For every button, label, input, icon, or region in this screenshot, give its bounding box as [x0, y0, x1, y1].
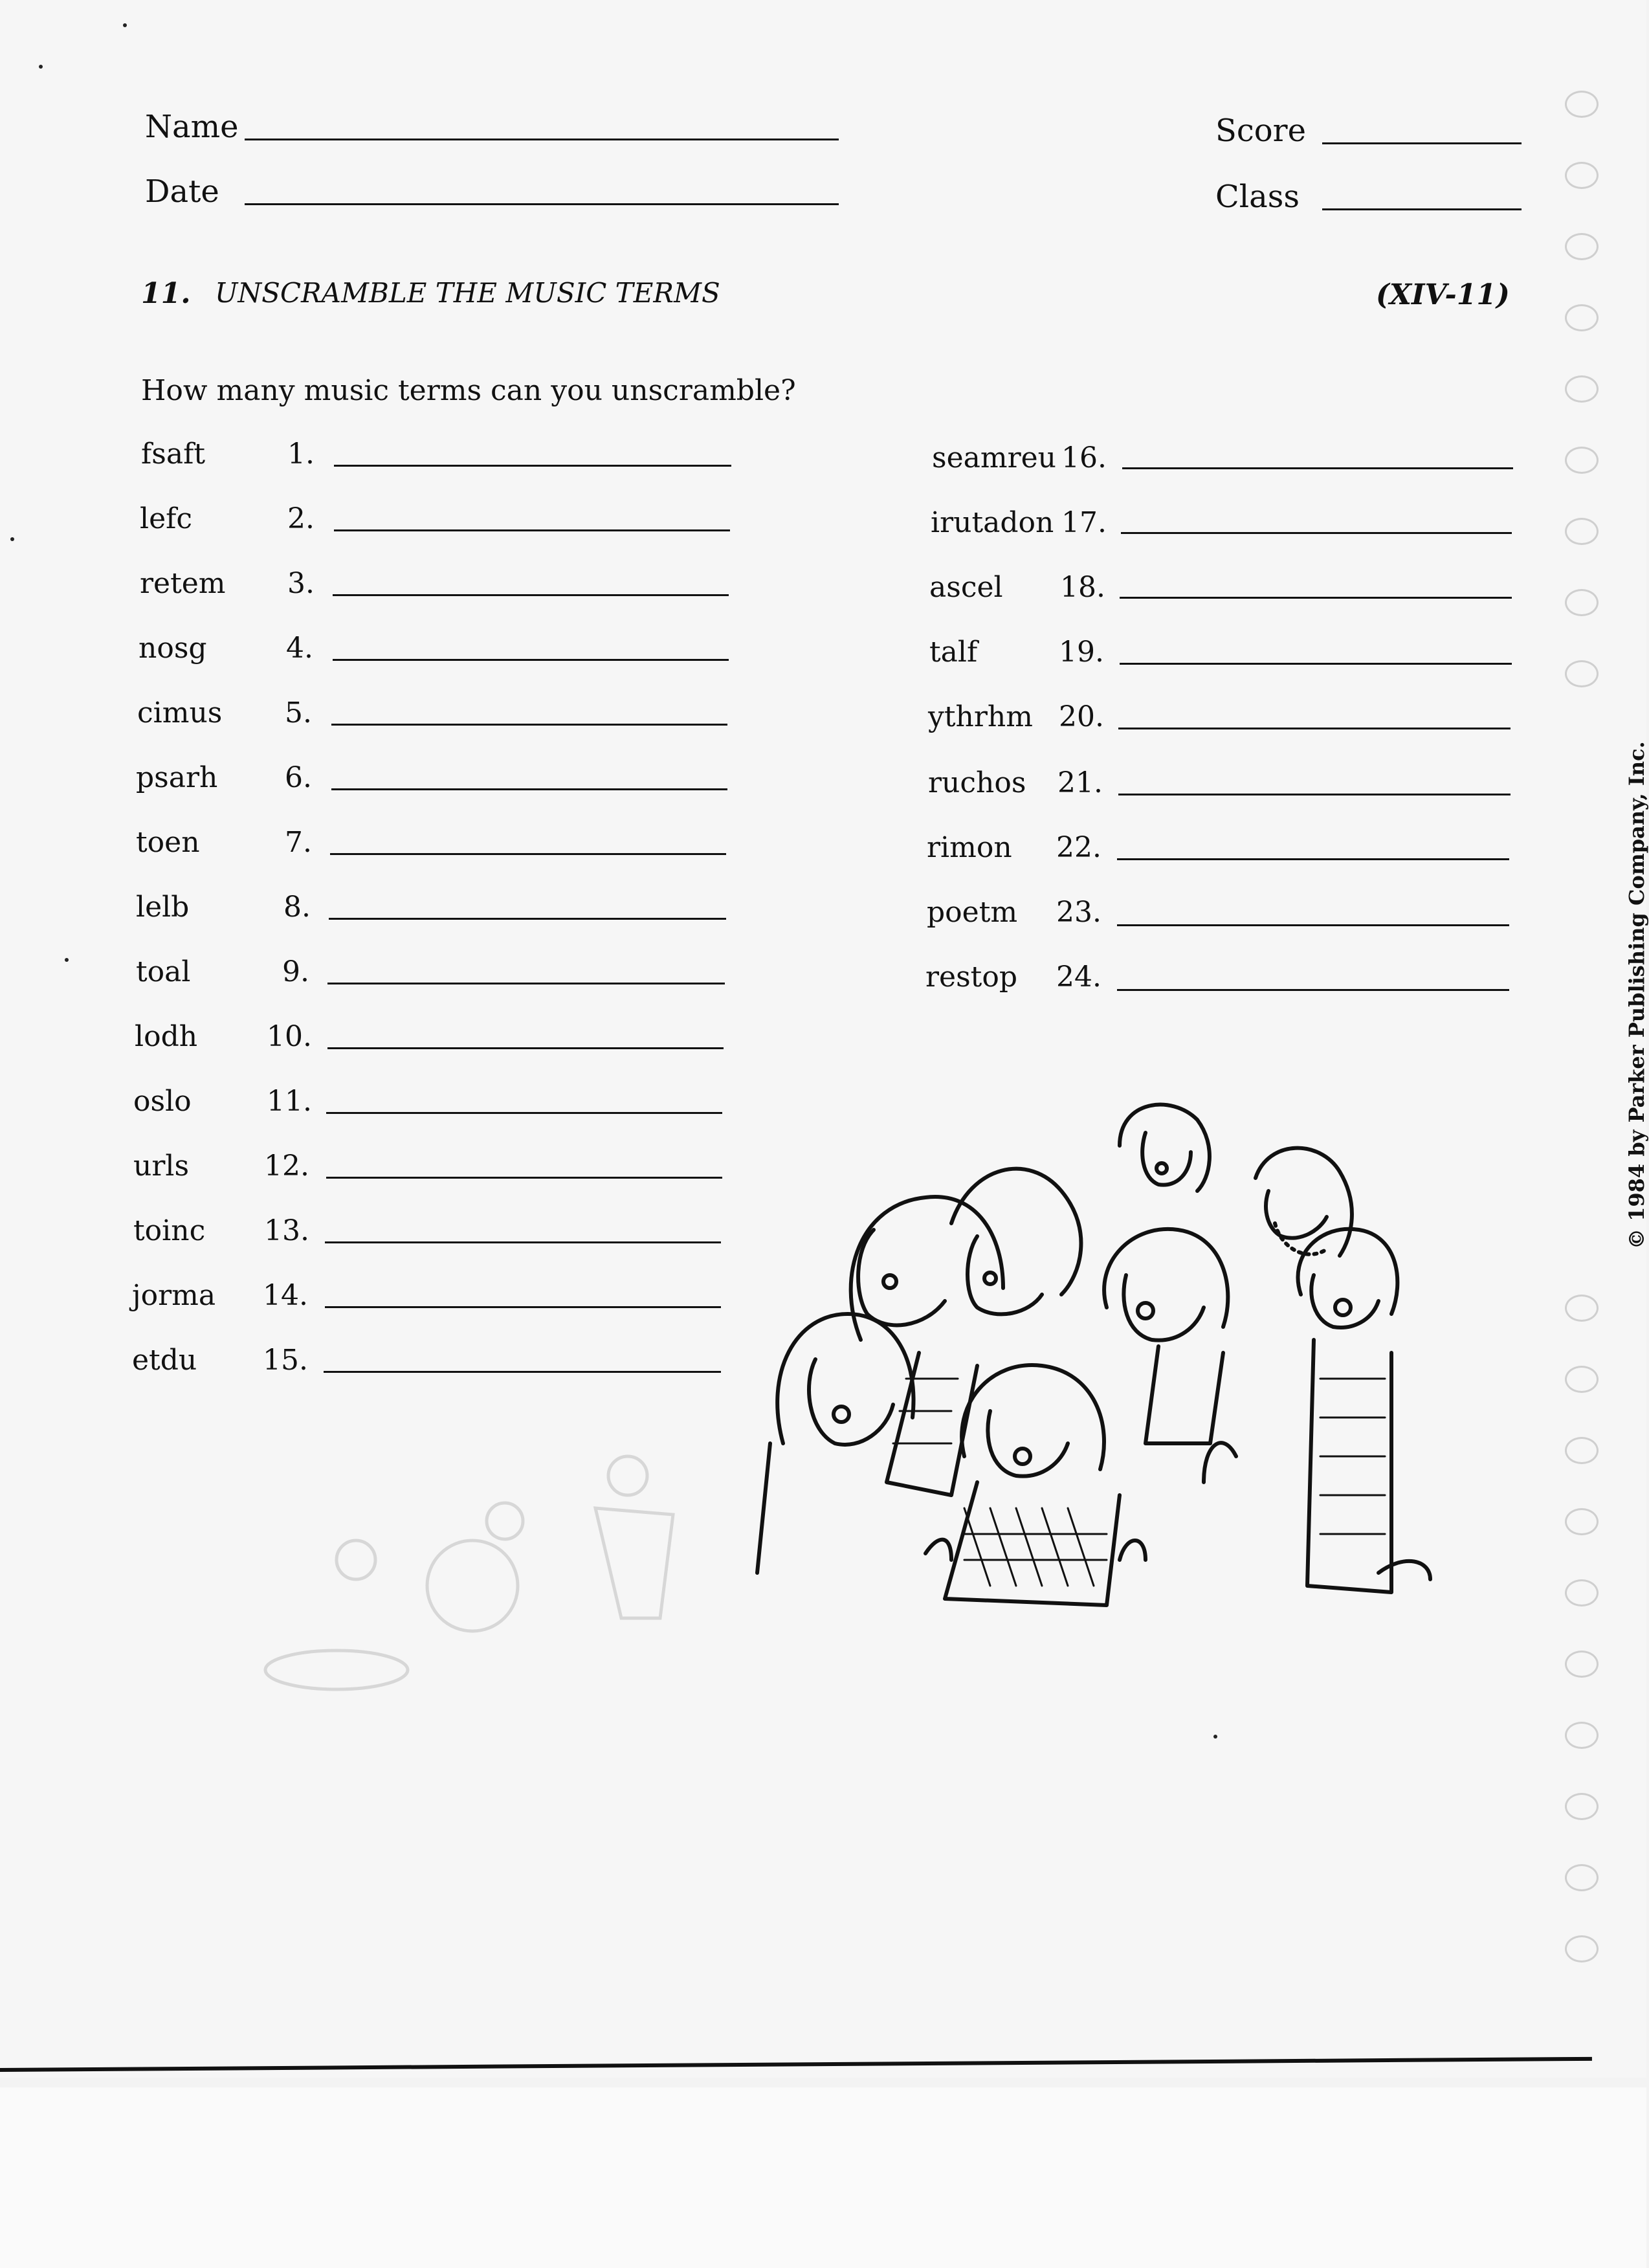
answer-line[interactable]: [326, 1112, 722, 1114]
answer-line[interactable]: [325, 1306, 721, 1308]
answer-line[interactable]: [331, 724, 727, 726]
score-label: Score: [1215, 113, 1307, 149]
date-label: Date: [145, 173, 219, 210]
item-number: 18.: [1060, 571, 1105, 604]
answer-line[interactable]: [1118, 794, 1511, 795]
item-number: 7.: [285, 826, 312, 859]
scrambled-word: lelb: [136, 891, 190, 924]
answer-line[interactable]: [1121, 532, 1512, 534]
score-field[interactable]: [1322, 142, 1522, 144]
date-field[interactable]: [245, 203, 839, 205]
item-number: 21.: [1057, 766, 1103, 799]
answer-line[interactable]: [1120, 663, 1512, 665]
scrambled-word: psarh: [136, 761, 218, 794]
item-number: 12.: [264, 1150, 309, 1183]
scan-speck: [1213, 1735, 1217, 1739]
answer-line[interactable]: [330, 853, 726, 855]
scrambled-word: rimon: [927, 831, 1012, 864]
name-field[interactable]: [245, 139, 839, 140]
worksheet-number: 11.: [141, 277, 191, 310]
scrambled-word: oslo: [133, 1085, 192, 1118]
item-number: 24.: [1056, 961, 1101, 994]
scrambled-word: ruchos: [928, 766, 1026, 799]
answer-line[interactable]: [327, 983, 725, 984]
item-number: 6.: [285, 761, 312, 794]
instructions: How many music terms can you unscramble?: [141, 374, 796, 407]
scrambled-word: toinc: [133, 1214, 206, 1247]
item-number: 22.: [1056, 831, 1101, 864]
scan-speck: [123, 23, 127, 27]
answer-line[interactable]: [333, 659, 729, 661]
scrambled-word: fsaft: [141, 438, 206, 471]
item-number: 16.: [1061, 441, 1107, 474]
bleed-through-artifact: [259, 1424, 712, 1748]
answer-line[interactable]: [1117, 924, 1509, 926]
scrambled-word: toen: [136, 826, 200, 859]
answer-line[interactable]: [334, 529, 730, 531]
item-number: 10.: [267, 1020, 312, 1053]
scrambled-word: urls: [133, 1150, 190, 1183]
answer-line[interactable]: [326, 1177, 722, 1179]
answer-line[interactable]: [329, 918, 726, 920]
scrambled-word: toal: [136, 955, 191, 988]
name-label: Name: [145, 109, 239, 145]
item-number: 4.: [286, 632, 313, 665]
scrambled-word: restop: [925, 961, 1017, 994]
item-number: 5.: [285, 696, 312, 729]
scan-speck: [10, 537, 14, 541]
answer-line[interactable]: [333, 594, 729, 596]
answer-line[interactable]: [327, 1047, 724, 1049]
scrambled-word: ythrhm: [928, 700, 1033, 733]
worksheet-code: (XIV-11): [1376, 278, 1510, 311]
scan-speck: [65, 958, 69, 962]
scrambled-word: lodh: [135, 1020, 198, 1053]
answer-line[interactable]: [325, 1241, 721, 1243]
class-label: Class: [1215, 179, 1300, 215]
scrambled-word: nosg: [138, 632, 207, 665]
worksheet-title: UNSCRAMBLE THE MUSIC TERMS: [215, 277, 720, 309]
item-number: 2.: [287, 502, 315, 535]
item-number: 23.: [1056, 896, 1101, 929]
scrambled-word: poetm: [927, 896, 1018, 929]
carolers-icon: [757, 1081, 1482, 1689]
scanner-margin: [0, 2087, 1646, 2268]
scan-speck: [39, 65, 43, 69]
item-number: 15.: [263, 1344, 308, 1377]
scrambled-word: jorma: [132, 1279, 216, 1312]
scrambled-word: lefc: [140, 502, 193, 535]
item-number: 8.: [283, 891, 311, 924]
item-number: 17.: [1061, 506, 1107, 539]
copyright-notice: © 1984 by Parker Publishing Company, Inc.: [1624, 741, 1649, 1249]
answer-line[interactable]: [334, 465, 731, 467]
answer-line[interactable]: [1117, 858, 1509, 860]
answer-line[interactable]: [1117, 989, 1509, 991]
answer-line[interactable]: [324, 1371, 721, 1373]
item-number: 14.: [263, 1279, 308, 1312]
scrambled-word: etdu: [132, 1344, 197, 1377]
item-number: 11.: [267, 1085, 312, 1118]
scrambled-word: cimus: [137, 696, 223, 729]
item-number: 3.: [287, 567, 315, 600]
scrambled-word: talf: [929, 636, 978, 669]
answer-line[interactable]: [1122, 467, 1513, 469]
item-number: 9.: [282, 955, 309, 988]
answer-line[interactable]: [331, 788, 727, 790]
answer-line[interactable]: [1118, 728, 1511, 729]
carolers-illustration: [757, 1081, 1482, 1689]
scrambled-word: ascel: [929, 571, 1003, 604]
item-number: 13.: [264, 1214, 309, 1247]
item-number: 1.: [287, 438, 315, 471]
class-field[interactable]: [1322, 208, 1522, 210]
scrambled-word: retem: [140, 567, 226, 600]
item-number: 19.: [1059, 636, 1104, 669]
scrambled-word: seamreu: [932, 441, 1056, 474]
item-number: 20.: [1059, 700, 1104, 733]
scrambled-word: irutadon: [931, 506, 1054, 539]
answer-line[interactable]: [1120, 597, 1512, 599]
